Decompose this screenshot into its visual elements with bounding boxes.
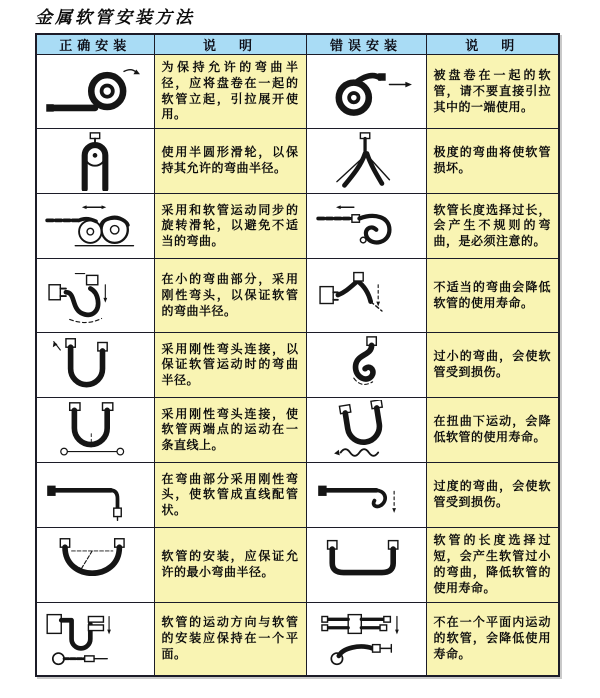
hose-installation-table: [35, 33, 560, 677]
correct-description: 软管的安装，应保证允许的最小弯曲半径。: [154, 528, 306, 602]
hose-over-semicircular-pulley-icon: [43, 131, 147, 191]
table-row: [36, 55, 559, 129]
table-row: [36, 129, 559, 194]
wrong-illustration-cell: [306, 398, 426, 463]
synchronized-rotating-pulleys-icon: [43, 196, 147, 256]
table-row: [36, 194, 559, 259]
correct-illustration-cell: [36, 55, 154, 129]
straight-run-overbent-end-icon: [314, 465, 418, 525]
table-row: [36, 259, 559, 333]
header-row: [36, 34, 559, 55]
wrong-illustration-cell: [306, 528, 426, 602]
header-wrong-install: 错误安装: [306, 34, 426, 55]
wrong-description: 软管长度选择过长，会产生不规则的弯曲，是必须注意的。: [426, 194, 559, 259]
correct-description: 采用和软管运动同步的旋转滑轮，以避免不适当的弯曲。: [154, 194, 306, 259]
wrong-description: 不适当的弯曲会降低软管的使用寿命。: [426, 259, 559, 333]
wrong-illustration-cell: [306, 194, 426, 259]
straight-run-with-rigid-elbow-icon: [43, 465, 147, 525]
correct-description: 采用刚性弯头连接，以保证软管运动时的弯曲半径。: [154, 333, 306, 398]
rigid-elbow-at-small-bend-icon: [43, 266, 147, 326]
correct-illustration-cell: [36, 333, 154, 398]
wrong-illustration-cell: [306, 602, 426, 676]
wrong-description: 软管的长度选择过短，会产生软管过小的弯曲，降低软管的使用寿命。: [426, 528, 559, 602]
hose-too-short-tight-corners-icon: [314, 535, 418, 595]
correct-description: 软管的运动方向与软管的安装应保持在一个平面。: [154, 602, 306, 676]
rigid-elbow-connection-u-loop-icon: [43, 335, 147, 395]
wrong-illustration-cell: [306, 259, 426, 333]
u-loop-moving-under-twist-icon: [314, 400, 418, 460]
correct-description: 在小的弯曲部分，采用刚性弯头，以保证软管的弯曲半径。: [154, 259, 306, 333]
correct-description: 使用半圆形滑轮，以保持其允许的弯曲半径。: [154, 129, 306, 194]
wrong-description: 不在一个平面内运动的软管，会降低使用寿命。: [426, 602, 559, 676]
wrong-description: 被盘卷在一起的软管，请不要直接引拉其中的一端使用。: [426, 55, 559, 129]
table-row: [36, 333, 559, 398]
motion-not-in-same-plane-icon: [314, 609, 418, 669]
coiled-hose-pulled-from-end-icon: [314, 62, 418, 122]
page-title: 金属软管安装方法: [35, 8, 195, 27]
correct-illustration-cell: [36, 528, 154, 602]
u-loop-ends-moving-in-line-icon: [43, 400, 147, 460]
table-row: [36, 528, 559, 602]
correct-description: 采用刚性弯头连接，使软管两端点的运动在一条直线上。: [154, 398, 306, 463]
improper-sharp-angle-bend-icon: [314, 266, 418, 326]
wrong-description: 过小的弯曲，会使软管受到损伤。: [426, 333, 559, 398]
correct-illustration-cell: [36, 398, 154, 463]
hose-too-small-bend-hook-icon: [314, 335, 418, 395]
correct-illustration-cell: [36, 463, 154, 528]
correct-description: 在弯曲部分采用刚性弯头，使软管成直线配管状。: [154, 463, 306, 528]
correct-description: 为保持允许的弯曲半径，应将盘卷在一起的软管立起，引拉展开使用。: [154, 55, 306, 129]
wrong-illustration-cell: [306, 463, 426, 528]
wrong-description: 极度的弯曲将使软管损坏。: [426, 129, 559, 194]
wide-u-minimum-bend-radius-icon: [43, 535, 147, 595]
wrong-illustration-cell: [306, 55, 426, 129]
correct-illustration-cell: [36, 194, 154, 259]
wrong-description: 在扭曲下运动，会降低软管的使用寿命。: [426, 398, 559, 463]
header-correct-install: 正确安装: [36, 34, 154, 55]
motion-in-same-plane-trap-icon: [43, 609, 147, 669]
table-row: [36, 398, 559, 463]
wrong-illustration-cell: [306, 333, 426, 398]
header-wrong-description: 说 明: [426, 34, 559, 55]
correct-illustration-cell: [36, 259, 154, 333]
wrong-description: 过度的弯曲，会使软管受到损伤。: [426, 463, 559, 528]
wrong-illustration-cell: [306, 129, 426, 194]
hose-extreme-sharp-bend-icon: [314, 131, 418, 191]
header-correct-description: 说 明: [154, 34, 306, 55]
hose-too-long-irregular-bend-icon: [314, 196, 418, 256]
table-row: [36, 602, 559, 676]
correct-illustration-cell: [36, 602, 154, 676]
correct-illustration-cell: [36, 129, 154, 194]
table-row: [36, 463, 559, 528]
coiled-hose-stood-up-unrolled-icon: [43, 62, 147, 122]
